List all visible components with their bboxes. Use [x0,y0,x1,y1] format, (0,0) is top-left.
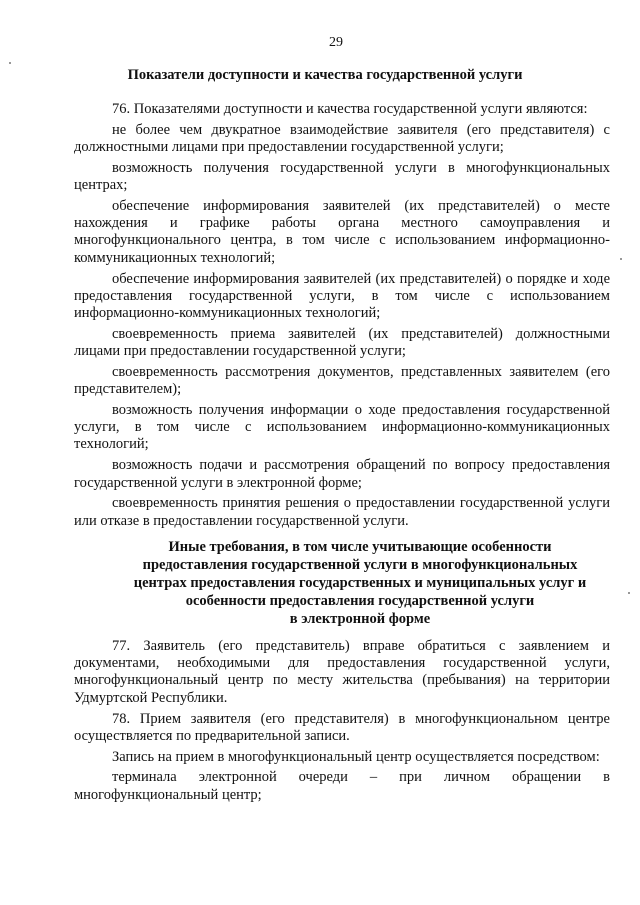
section-quality-indicators [74,101,610,530]
title-line: особенности предоставления государственной услуги [185,593,535,609]
paragraph: обеспечение информирования заявителей (их представителей) о порядке и ходе предоставления государственной услуги, в том числе с использованием информационно-коммуникационных технологий; [74,270,610,321]
title-line: центрах предоставления государственных и муниципальных услуг и [133,575,587,591]
title-line: Иные требования, в том числе учитывающие особенности [168,539,552,555]
section-other-requirements [74,638,610,804]
scan-speck [620,258,622,260]
page-number: 29 [329,35,343,50]
paragraph-77: 77. Заявитель (его представитель) вправе обратиться с заявлением и документами, необходимыми для предоставления государственной услуги, многофункциональный центр по месту жительства (пребывания) на территории Удмуртской Республики. [74,638,610,706]
paragraph: возможность подачи и рассмотрения обращений по вопросу предоставления государственной услуги в электронной форме; [74,457,610,491]
paragraph: своевременность рассмотрения документов, представленных заявителем (его представителем); [74,363,610,398]
paragraph: обеспечение информирования заявителей (их представителей) о месте нахождения и графике работы органа местного самоуправления и многофункционального центра, в том числе с использованием информационно-коммуникационных технологий; [74,198,610,266]
section-title-quality-indicators: Показатели доступности и качества государственной услуги [127,67,523,83]
paragraph: терминала электронной очереди – при личном обращении в многофункциональный центр; [74,769,610,803]
paragraph: Запись на прием в многофункциональный центр осуществляется посредством: [112,748,600,765]
section-title-other-requirements [110,538,610,628]
paragraph: своевременность принятия решения о предоставлении государственной услуги или отказе в предоставлении государственной услуги. [74,495,610,529]
title-line: в электронной форме [289,611,431,627]
paragraph: своевременность приема заявителей (их представителей) должностными лицами при предоставлении государственной услуги; [74,325,610,360]
paragraph-78: 78. Прием заявителя (его представителя) в многофункциональном центре осуществляется по предварительной записи. [74,710,610,744]
scan-speck [9,62,11,64]
scan-speck [628,592,630,594]
paragraph-76: 76. Показателями доступности и качества государственной услуги являются: [112,101,588,117]
paragraph: возможность получения государственной услуги в многофункциональных центрах; [74,159,610,194]
title-line: предоставления государственной услуги в многофункциональных [142,557,578,573]
paragraph: не более чем двукратное взаимодействие заявителя (его представителя) с должностными лицами при предоставлении государственной услуги; [74,121,610,156]
paragraph: возможность получения информации о ходе предоставления государственной услуги, в том числе с использованием информационно-коммуникационных технологий; [74,402,610,453]
